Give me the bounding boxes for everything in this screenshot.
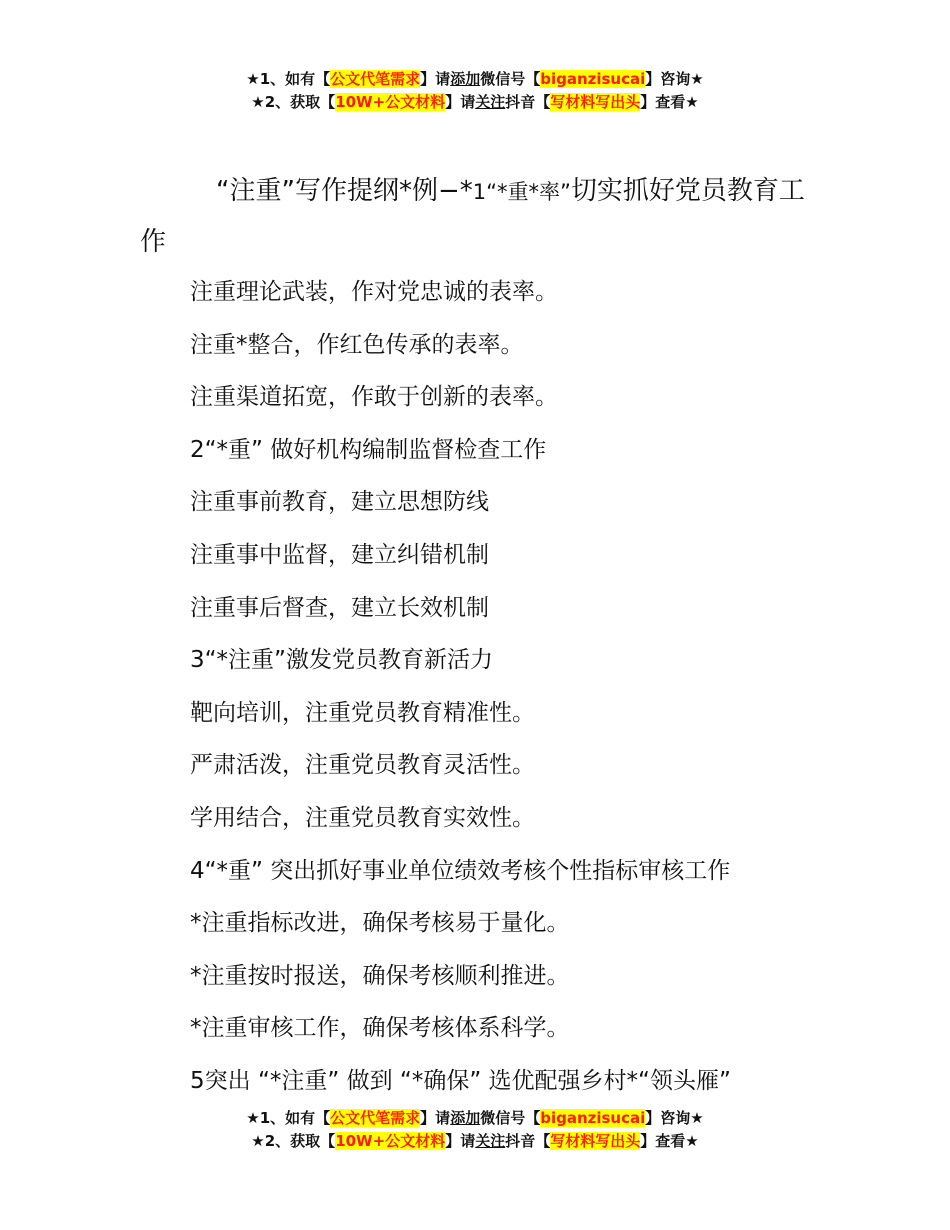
banner-text: 微信号【 [480, 70, 541, 88]
title-numbered-part: 1“*重*率” [472, 180, 571, 204]
banner-text: 】请 [420, 1109, 451, 1127]
banner-line-2 [0, 1130, 950, 1153]
outline-line: 注重*整合，作红色传承的表率。 [190, 331, 524, 358]
banner-text: 微信号【 [480, 1109, 541, 1127]
banner-highlight: 写材料写出头 [550, 1132, 641, 1150]
outline-line: *注重指标改进，确保考核易于量化。 [190, 910, 570, 937]
outline-line: 注重事前教育，建立思想防线 [190, 489, 489, 516]
banner-text: ★2、获取【 [251, 1132, 336, 1150]
outline-line: 注重事中监督，建立纠错机制 [190, 541, 489, 568]
section-heading: 3“*注重”激发党员教育新活力 [190, 647, 493, 674]
title-main: “注重”写作提纲*例−* [216, 176, 473, 206]
banner-text: 】请 [445, 1132, 476, 1150]
banner-underlined: 关注 [475, 93, 506, 111]
banner-highlight: biganzisucai [540, 1109, 646, 1127]
section-heading: 4“*重” 突出抓好事业单位绩效考核个性指标审核工作 [190, 857, 731, 884]
banner-highlight: 公文代笔需求 [330, 1109, 421, 1127]
outline-body [190, 266, 890, 1108]
banner-highlight: 10W+公文材料 [335, 93, 446, 111]
banner-text: ★1、如有【 [246, 1109, 331, 1127]
banner-line-2 [0, 91, 950, 114]
banner-text: ★1、如有【 [246, 70, 331, 88]
outline-line: 靶向培训，注重党员教育精准性。 [190, 699, 535, 726]
banner-highlight: 写材料写出头 [550, 93, 641, 111]
title-rest: 切实抓好党员教育工作 [140, 176, 805, 257]
banner-text: 抖音【 [505, 93, 551, 111]
outline-line: *注重审核工作，确保考核体系科学。 [190, 1015, 570, 1042]
banner-text: 】咨询★ [645, 1109, 704, 1127]
outline-line: *注重按时报送，确保考核顺利推进。 [190, 962, 570, 989]
footer-banner [0, 1107, 950, 1153]
section-heading: 5突出 “*注重” 做到 “*确保” 选优配强乡村*“领头雁” [190, 1067, 731, 1094]
banner-line-1 [0, 68, 950, 91]
banner-line-1 [0, 1107, 950, 1130]
outline-line: 注重事后督查，建立长效机制 [190, 594, 489, 621]
banner-text: 】查看★ [640, 93, 699, 111]
banner-text: ★2、获取【 [251, 93, 336, 111]
section-heading: 2“*重” 做好机构编制监督检查工作 [190, 436, 547, 463]
banner-highlight: 公文代笔需求 [330, 70, 421, 88]
outline-line: 严肃活泼，注重党员教育灵活性。 [190, 752, 535, 779]
document-title [140, 166, 820, 267]
banner-underlined: 关注 [475, 1132, 506, 1150]
banner-underlined: 添加 [450, 1109, 481, 1127]
banner-highlight: biganzisucai [540, 70, 646, 88]
banner-highlight: 10W+公文材料 [335, 1132, 446, 1150]
banner-underlined: 添加 [450, 70, 481, 88]
banner-text: 】请 [420, 70, 451, 88]
outline-line: 注重理论武装，作对党忠诚的表率。 [190, 279, 558, 305]
banner-text: 】查看★ [640, 1132, 699, 1150]
banner-text: 】请 [445, 93, 476, 111]
banner-text: 】咨询★ [645, 70, 704, 88]
outline-line: 学用结合，注重党员教育实效性。 [190, 804, 535, 831]
banner-text: 抖音【 [505, 1132, 551, 1150]
outline-line: 注重渠道拓宽，作敢于创新的表率。 [190, 384, 558, 411]
header-banner [0, 68, 950, 114]
